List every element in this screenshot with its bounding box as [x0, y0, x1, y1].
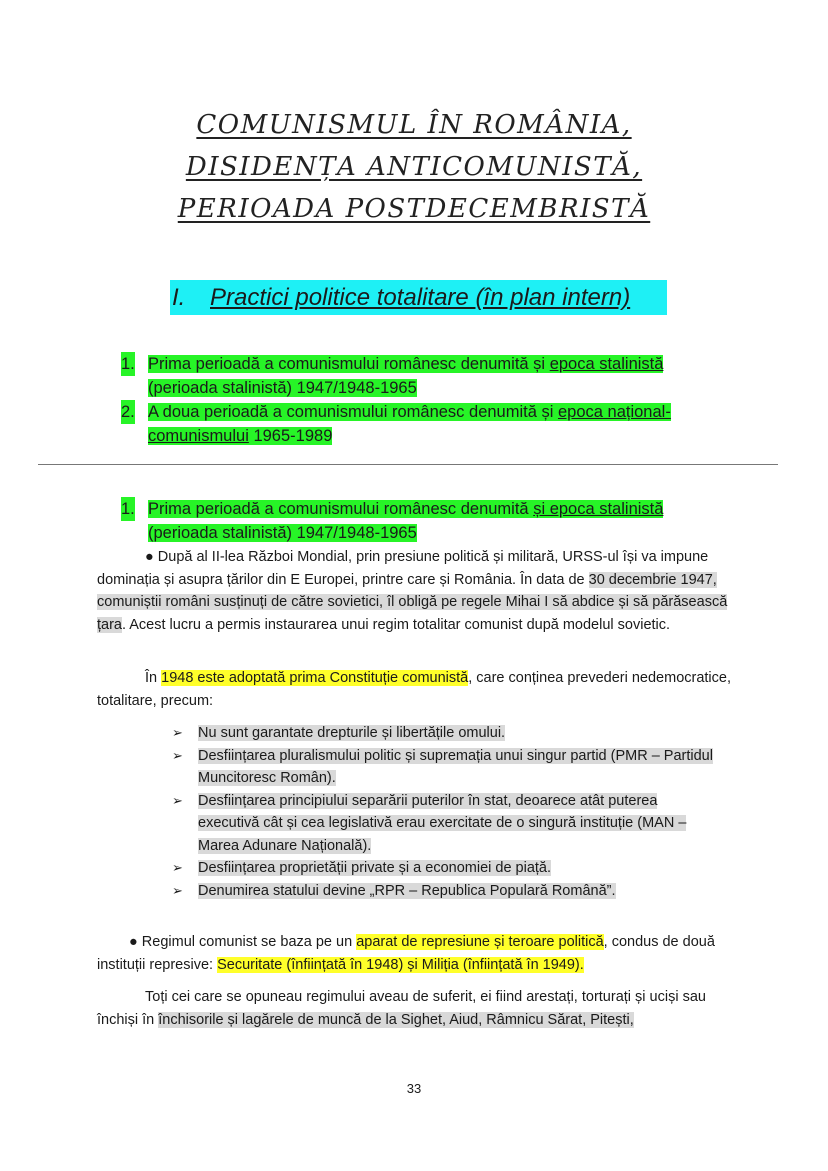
outline-underlined-text: epoca stalinistă — [549, 355, 664, 373]
arrow-bullet-icon: ➢ — [172, 725, 183, 740]
document-title — [0, 104, 828, 230]
arrow-bullet-icon: ➢ — [172, 882, 183, 898]
outline-item-2 — [118, 400, 671, 448]
list-item — [172, 790, 717, 858]
paragraph-constitution — [97, 667, 737, 712]
outline-number: 1. — [121, 352, 135, 376]
outline-text: (perioada stalinistă) 1947/1948-1965 — [148, 379, 417, 397]
title-line-3: PERIOADA POSTDECEMBRISTĂ — [177, 194, 651, 224]
constitution-points-list — [172, 722, 717, 902]
text: Toți cei care se opuneau regimului aveau de suferit, ei fiind arestați, torturați și uciși sau închiși în — [97, 989, 706, 1028]
list-item-text: Nu sunt garantate drepturile și libertățile omului. — [198, 725, 506, 741]
outline-number: 2. — [121, 400, 135, 424]
section-heading — [170, 280, 667, 315]
arrow-bullet-icon: ➢ — [172, 747, 183, 763]
outline-text: Prima perioadă a comunismului românesc denumită și — [148, 355, 550, 373]
outline-underlined-text: epoca național- — [557, 403, 671, 421]
list-item — [172, 857, 717, 880]
text: După al II-lea Război Mondial, prin presiune politică și militară, URSS-ul își va impune dominația și asupra țărilor din E Europei, printre care și România. În data de — [97, 549, 709, 588]
text: Regimul comunist se baza pe un — [137, 934, 357, 950]
list-item — [172, 745, 717, 790]
title-line-1: COMUNISMUL ÎN ROMÂNIA, — [196, 110, 632, 140]
highlighted-text: Securitate (înființată în 1948) și Miliția (înființată în 1949). — [217, 956, 584, 973]
list-item-text: Desființarea principiului separării puterilor în stat, deoarece atât puterea executivă cât și cea legislativă erau exercitate de o singură instituție (MAN – Marea Adunare Națională). — [198, 792, 687, 854]
outline-text: 1965-1989 — [248, 427, 333, 445]
text: , care conținea prevederi nedemocratice, totalitare, precum: — [97, 670, 731, 709]
highlighted-text: închisorile și lagărele de muncă de la Sighet, Aiud, Râmnicu Sărat, Pitești, — [158, 1011, 634, 1028]
text: . Acest lucru a permis instaurarea unui regim totalitar comunist după modelul sovietic. — [122, 616, 671, 633]
paragraph-ww2 — [97, 546, 737, 636]
subsection-underlined-text: și epoca stalinistă — [533, 500, 664, 518]
paragraph-repression — [97, 931, 737, 976]
list-item — [172, 722, 717, 745]
page-number: 33 — [406, 1081, 422, 1096]
list-item — [172, 880, 717, 903]
list-item-text: Desființarea proprietății private și a economiei de piață. — [198, 860, 552, 876]
text: , condus de două instituții represive: — [97, 934, 715, 973]
paragraph-prisons — [97, 986, 737, 1031]
bullet-icon: ● — [129, 934, 138, 950]
list-item-text: Denumirea statului devine „RPR – Republica Populară Română”. — [198, 882, 616, 899]
highlighted-text: 30 decembrie 1947, comuniștii români susținuți de către sovietici, îl obligă pe regele Mihai I să abdice și să părăsească țara — [97, 571, 728, 633]
highlighted-text: 1948 este adoptată prima Constituție comunistă — [161, 670, 469, 686]
title-line-2: DISIDENȚA ANTICOMUNISTĂ, — [185, 152, 643, 182]
horizontal-divider — [38, 464, 778, 465]
outline-item-1 — [118, 352, 671, 400]
bullet-icon: ● — [145, 549, 154, 565]
period-outline — [118, 352, 671, 448]
outline-underlined-text: comunismului — [148, 427, 249, 445]
subsection-item — [118, 497, 663, 545]
arrow-bullet-icon: ➢ — [172, 792, 183, 808]
subsection-text: (perioada stalinistă) 1947/1948-1965 — [148, 524, 417, 542]
outline-text: A doua perioadă a comunismului românesc denumită și — [148, 403, 558, 421]
section-number: I. — [172, 284, 186, 311]
subsection-heading — [118, 497, 663, 545]
list-item-text: Desființarea pluralismului politic și supremația unui singur partid (PMR – Partidul Muncitoresc Român). — [198, 747, 713, 786]
highlighted-text: aparat de represiune și teroare politică — [356, 934, 604, 950]
subsection-number: 1. — [121, 497, 135, 521]
section-title: Practici politice totalitare (în plan intern) — [210, 284, 631, 311]
text: În — [145, 670, 162, 686]
subsection-text: Prima perioadă a comunismului românesc denumită — [148, 500, 534, 518]
arrow-bullet-icon: ➢ — [172, 860, 183, 875]
